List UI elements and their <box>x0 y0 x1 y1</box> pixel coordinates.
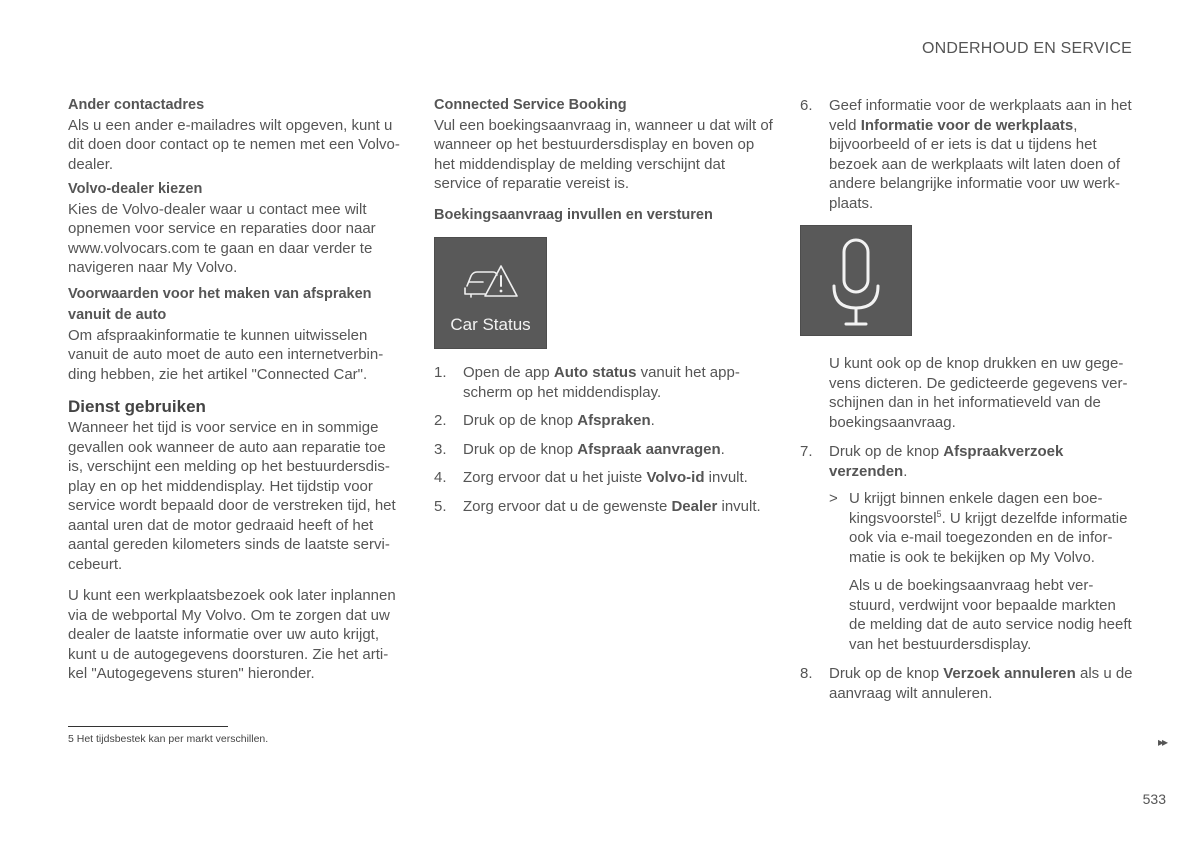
footnote-number: 5 <box>68 733 74 745</box>
heading-dienst-gebruiken: Dienst gebruiken <box>68 397 206 416</box>
step-text: Druk op de knop <box>463 412 578 429</box>
column-1 <box>68 96 403 684</box>
step-text: . <box>720 440 725 458</box>
step-number: 4. <box>434 469 447 486</box>
column-2 <box>434 96 774 516</box>
step-text: Druk op de knop <box>829 443 944 460</box>
section-title: ONDERHOUD EN SERVICE <box>922 40 1132 57</box>
step-text: als u de aanvraag wilt annuleren. <box>829 665 1133 702</box>
step-text: invult. <box>717 497 761 515</box>
footnote-reference: 5 <box>936 508 942 519</box>
step-number: 3. <box>434 440 447 458</box>
footnote-divider <box>68 726 228 727</box>
step-text: . <box>650 412 655 429</box>
step-bold-term: Dealer <box>671 497 718 515</box>
footnote-text: Het tijdsbestek kan per markt verschillen. <box>73 733 269 745</box>
step-bold-term: Verzoek annuleren <box>943 665 1076 682</box>
step-text: Open de app <box>463 364 554 381</box>
step-bold-term: Afspraak aanvragen <box>577 440 721 458</box>
step-3 <box>434 440 774 460</box>
heading-connected-service-booking: Connected Service Booking <box>434 97 627 113</box>
step-6 <box>800 96 1135 213</box>
step-4 <box>434 468 774 488</box>
result-text: U krijgt binnen enkele dagen een boe-kingsvoorstel <box>849 490 1103 527</box>
car-status-label: Car Status <box>450 314 531 334</box>
result-arrow: > <box>829 490 838 507</box>
microphone-icon <box>831 236 881 328</box>
page-number: 533 <box>1142 791 1166 807</box>
step-number: 8. <box>800 665 813 682</box>
steps-list <box>434 363 774 516</box>
step-text: Zorg ervoor dat u het juiste <box>463 469 647 486</box>
result-note: Als u de boekingsaanvraag hebt ver-stuurd, verdwijnt voor bepaalde markten de melding dat de auto service nodig heeft van het bestuurdersdisplay. <box>849 577 1132 653</box>
paragraph-dienst-gebruiken-2: U kunt een werkplaatsbezoek ook later inplannen via de webportal My Volvo. Om te zorgen dat uw dealer de laatste informatie over uw auto krijgt, kunt u de autogegevens doorsturen. Zie het arti-kel "Autogegevens sturen" hieronder. <box>68 587 396 682</box>
car-warning-icon <box>463 260 519 304</box>
step-number: 6. <box>800 97 813 114</box>
step-text: Druk op de knop <box>463 440 578 458</box>
step-7-result <box>829 489 1135 654</box>
step-8 <box>800 664 1135 703</box>
paragraph-voorwaarden: Om afspraakinformatie te kunnen uitwisselen vanuit de auto moet de auto een internetverbin-ding hebben, zie het artikel "Connected Car". <box>68 326 384 383</box>
step-number: 2. <box>434 412 447 429</box>
footnote <box>68 733 268 745</box>
microphone-tile <box>800 225 912 336</box>
step-text: Druk op de knop <box>829 665 944 682</box>
column-3 <box>800 96 1135 703</box>
step-bold-term: Auto status <box>553 364 637 381</box>
step-text: Geef informatie voor de werkplaats aan in het veld <box>829 97 1132 134</box>
step-5 <box>434 497 774 517</box>
step-number: 1. <box>434 364 447 381</box>
step-text: , bijvoorbeeld of er iets is dat u tijdens het bezoek aan de werkplaats wilt laten doen of andere belangrijke informatie voor uw werk-plaats. <box>829 116 1121 212</box>
step-bold-term: Volvo-id <box>646 469 705 486</box>
paragraph-volvo-dealer-kiezen: Kies de Volvo-dealer waar u contact mee wilt opnemen voor service en reparaties door naar www.volvocars.com te gaan en daar verder te navigeren naar My Volvo. <box>68 200 376 276</box>
heading-voorwaarden: Voorwaarden voor het maken van afspraken vanuit de auto <box>68 285 372 323</box>
step-text: . <box>903 462 908 480</box>
paragraph-connected-service-booking: Vul een boekingsaanvraag in, wanneer u dat wilt of wanneer op het bestuurdersdisplay en boven op het middendisplay de melding verschijnt dat service of reparatie vereist is. <box>434 116 773 192</box>
heading-ander-contactadres: Ander contactadres <box>68 97 205 113</box>
step-number: 5. <box>434 497 447 515</box>
paragraph-dienst-gebruiken-1: Wanneer het tijd is voor service en in sommige gevallen ook wanneer de auto aan reparatie toe is, verschijnt een melding op het bestuurdersdis-play en op het middendisplay. Het tijdstip voor service wordt bepaald door de verstreken tijd, het aantal uren dat de motor gedraaid heeft of het aantal gereden kilometers sinds de laatste servi-cebeurt. <box>68 419 396 573</box>
car-status-app-tile <box>434 237 547 349</box>
step-2 <box>434 411 774 431</box>
step-1 <box>434 363 774 402</box>
step-7 <box>800 442 1135 481</box>
continue-marker: ▸▸ <box>1157 735 1166 749</box>
heading-volvo-dealer-kiezen: Volvo-dealer kiezen <box>68 181 203 197</box>
step-bold-term: Afspraakverzoek verzenden <box>829 443 1064 480</box>
step-text: Zorg ervoor dat u de gewenste <box>463 497 672 515</box>
step-bold-term: Informatie voor de werkplaats <box>860 116 1074 134</box>
result-text: . U krijgt dezelfde informatie ook via e-mail toegezonden en de infor-matie is ook te bekijken op My Volvo. <box>849 509 1128 566</box>
step-text: invult. <box>704 469 748 486</box>
step-bold-term: Afspraken <box>577 412 651 429</box>
step-text: vanuit het app-scherm op het middendisplay. <box>463 364 740 401</box>
paragraph-ander-contactadres: Als u een ander e-mailadres wilt opgeven, kunt u dit doen door contact op te nemen met een Volvo-dealer. <box>68 116 400 173</box>
heading-boekingsaanvraag-invullen: Boekingsaanvraag invullen en versturen <box>434 206 713 223</box>
step-number: 7. <box>800 443 813 460</box>
paragraph-dicteren: U kunt ook op de knop drukken en uw gege-vens dicteren. De gedicteerde gegevens ver-schijnen dan in het informatieveld van de boekingsaanvraag. <box>829 355 1128 431</box>
